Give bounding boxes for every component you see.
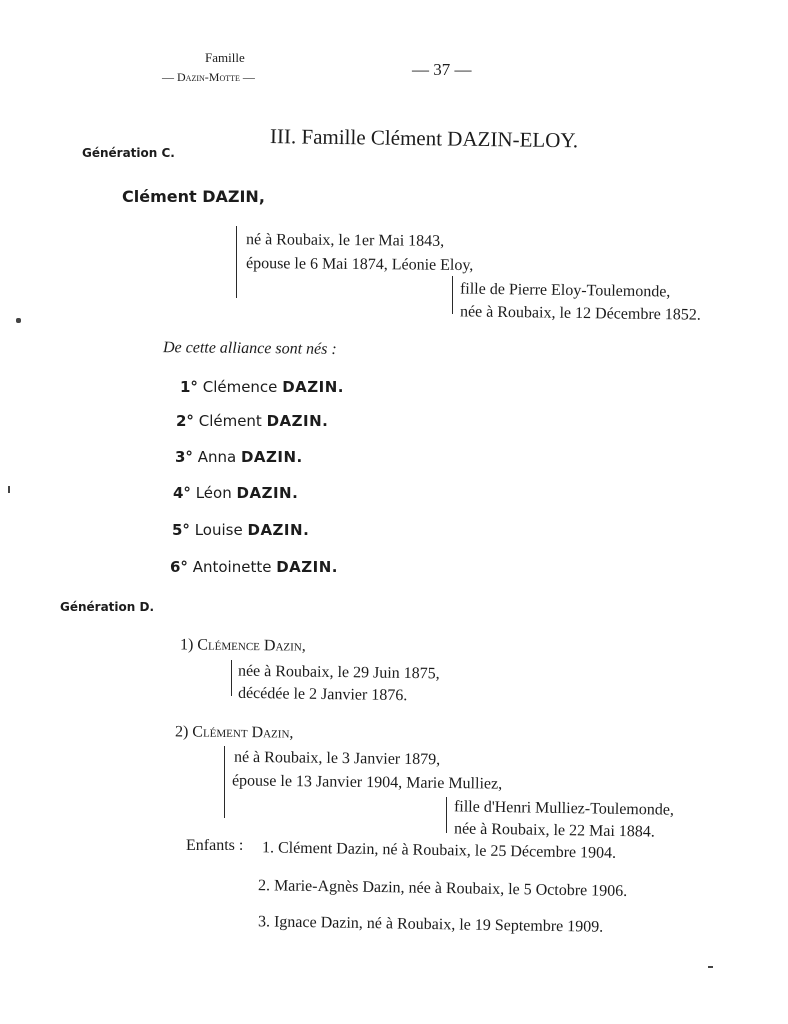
d1-died: décédée le 2 Janvier 1876. [237,684,408,705]
d1-label: 1) Clémence Dazin, [179,636,306,655]
scan-speck [16,318,21,323]
d2-spouse-born: née à Roubaix, le 22 Mai 1884. [453,820,655,841]
d2-label: 2) Clément Dazin, [174,723,294,742]
bracket-line [236,226,237,298]
enfants-label: Enfants : [186,837,244,854]
bracket-line [452,276,453,314]
head-married: épouse le 6 Mai 1874, Léonie Eloy, [245,255,474,274]
spouse-father: fille de Pierre Eloy-Toulemonde, [459,280,671,301]
d2-spouse-father: fille d'Henri Mulliez-Toulemonde, [453,798,675,819]
page-number: — 37 — [412,60,472,79]
bracket-line [446,797,447,833]
d2-born: né à Roubaix, le 3 Janvier 1879, [233,748,441,769]
header-famille-label: Famille [205,50,245,65]
head-name: Clément DAZIN, [122,187,265,206]
page-title: III. Famille Clément DAZIN-ELOY. [269,124,579,153]
d1-born: née à Roubaix, le 29 Juin 1875, [237,662,440,683]
spouse-born: née à Roubaix, le 12 Décembre 1852. [459,303,701,324]
list-item: 5° Louise DAZIN. [172,521,310,539]
list-item: 6° Antoinette DAZIN. [170,558,339,576]
scan-speck [8,486,10,493]
list-item: 3° Anna DAZIN. [175,448,303,466]
list-item: 2. Marie-Agnès Dazin, née à Roubaix, le 5 Octobre 1906. [257,877,628,900]
alliance-heading: De cette alliance sont nés : [162,339,337,358]
bracket-line [224,746,225,818]
generation-d-label: Génération D. [60,600,155,614]
list-item: 2° Clément DAZIN. [176,412,329,430]
list-item: 1° Clémence DAZIN. [180,378,344,396]
list-item: 3. Ignace Dazin, né à Roubaix, le 19 Septembre 1909. [257,913,604,936]
generation-c-label: Génération C. [82,146,175,160]
header-famille-name: — Dazin-Motte — [162,70,255,84]
d2-married: épouse le 13 Janvier 1904, Marie Mulliez, [231,772,503,793]
list-item: 4° Léon DAZIN. [173,484,299,502]
list-item: 1. Clément Dazin, né à Roubaix, le 25 Décembre 1904. [261,839,617,862]
scan-speck [708,966,713,968]
bracket-line [231,660,232,696]
head-born: né à Roubaix, le 1er Mai 1843, [245,231,445,250]
